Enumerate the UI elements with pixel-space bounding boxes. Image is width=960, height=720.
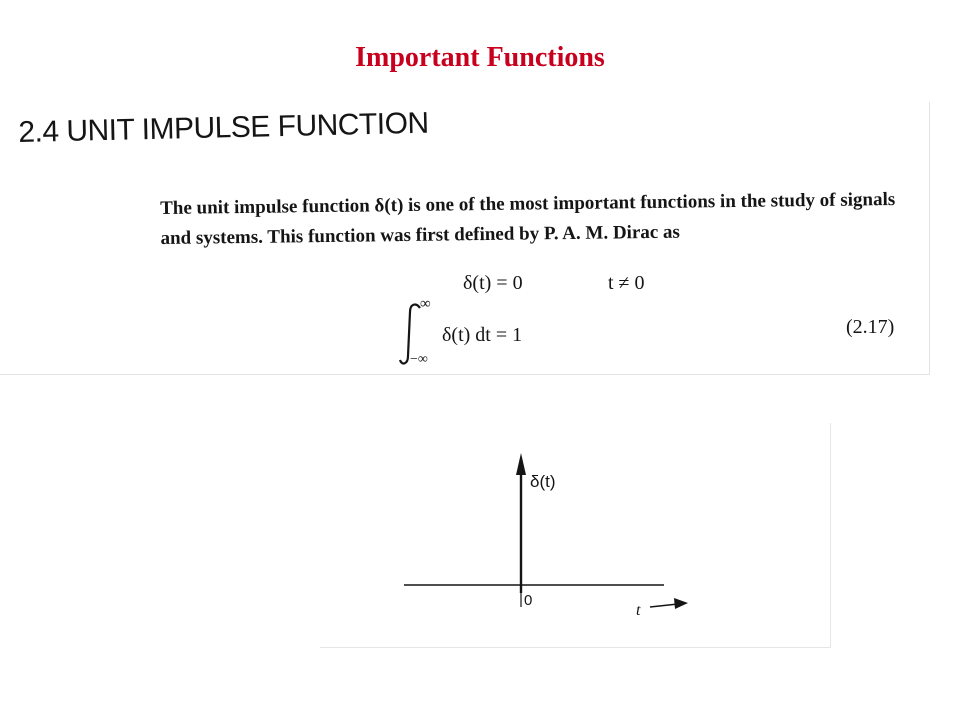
equation-integral-body — [442, 324, 522, 347]
textbook-excerpt — [0, 102, 930, 375]
body-line-1: The unit impulse function δ(t) is one of the most important functions in the study of signals — [160, 189, 896, 219]
equation-1-left: δ(t) = 0 — [463, 272, 523, 294]
body-line-2: and systems. This function was first defined by P. A. M. Dirac as — [160, 221, 681, 249]
section-heading: 2.4 UNIT IMPULSE FUNCTION — [18, 106, 429, 149]
impulse-plot — [320, 423, 830, 647]
equation-1-right: t ≠ 0 — [608, 272, 645, 294]
equation-2-body: δ(t) dt = 1 — [442, 324, 523, 346]
section-body — [160, 185, 921, 254]
equation-number: (2.17) — [846, 316, 895, 338]
impulse-arrow-icon — [516, 453, 526, 475]
integral-upper-limit: ∞ — [420, 296, 431, 312]
t-axis-arrow-icon — [674, 598, 688, 609]
equation-delta-zero — [463, 272, 523, 295]
t-axis-label: t — [636, 602, 641, 619]
t-axis-arrow-line — [650, 604, 678, 607]
equation-condition — [608, 272, 645, 295]
integral-lower-limit: −∞ — [410, 352, 428, 367]
impulse-figure — [320, 423, 831, 648]
origin-label: 0 — [524, 592, 533, 609]
impulse-label: δ(t) — [530, 472, 556, 491]
slide-title: Important Functions — [355, 42, 605, 73]
